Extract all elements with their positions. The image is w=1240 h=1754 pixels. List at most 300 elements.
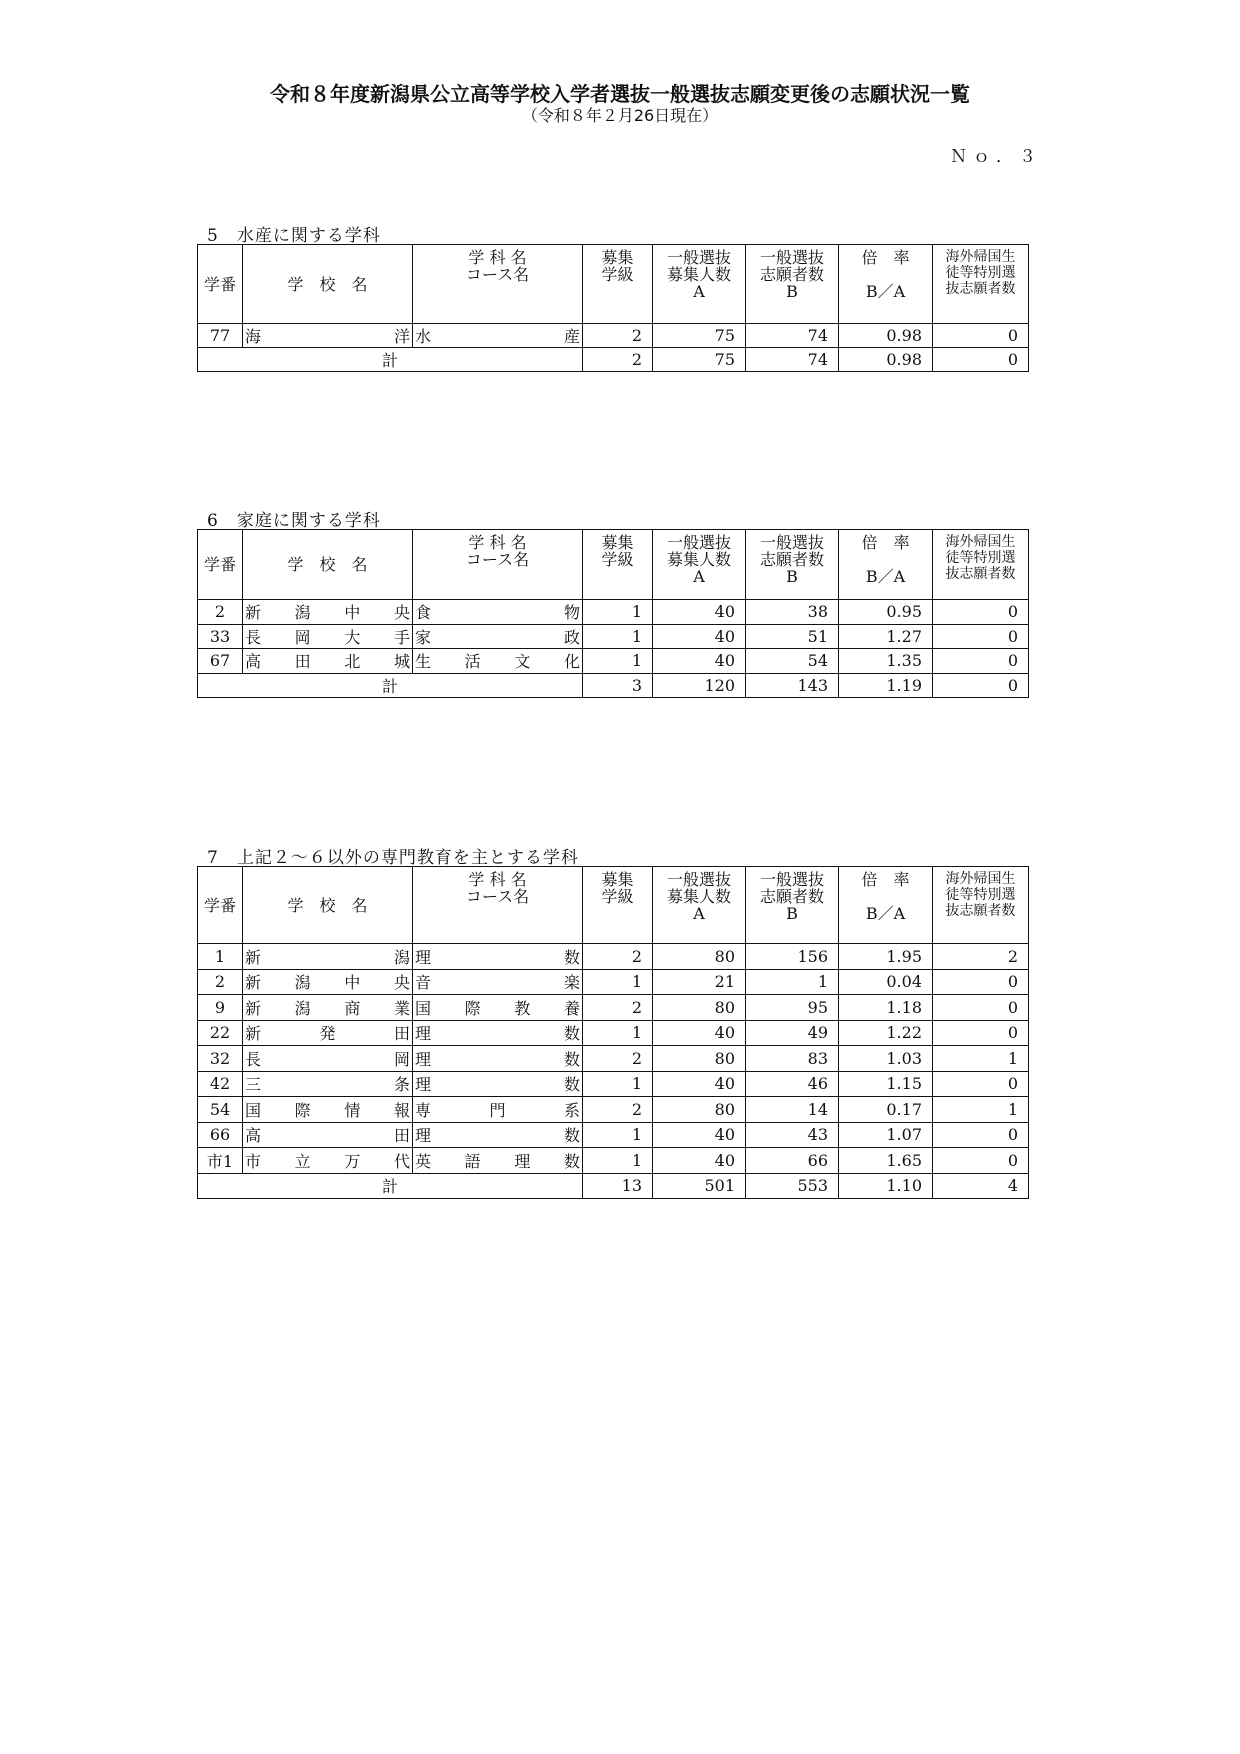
header-label: 学番 xyxy=(203,895,236,915)
header-label: 徒等特別選 xyxy=(945,887,1016,903)
header-school xyxy=(243,867,413,944)
total-capacity: 501 xyxy=(653,1173,746,1199)
header-returnee-applicants xyxy=(933,245,1029,324)
school-name xyxy=(243,1020,413,1046)
header-label: 海外帰国生 xyxy=(945,249,1016,265)
capacity-a: 80 xyxy=(653,944,746,970)
school-name-char: 岡 xyxy=(294,627,311,647)
document-date: （令和８年２月26日現在） xyxy=(521,106,719,125)
total-row xyxy=(198,348,1029,372)
header-label: 抜志願者数 xyxy=(945,281,1016,297)
department-name-char: 家 xyxy=(415,627,432,647)
classes-count: 1 xyxy=(583,1071,653,1097)
total-classes: 13 xyxy=(583,1173,653,1199)
header-label: 募集人数 xyxy=(666,887,731,906)
header-label: 募集 xyxy=(601,533,634,552)
school-name-char: 田 xyxy=(294,652,311,672)
header-spacer xyxy=(839,551,932,568)
school-name-char: 業 xyxy=(393,998,410,1018)
department-name-char: 数 xyxy=(563,1075,580,1095)
header-capacity-a xyxy=(653,867,746,944)
header-label: A xyxy=(693,282,705,301)
classes-count: 2 xyxy=(583,1046,653,1072)
section-title-other-specialized: 7 上記２～６以外の専門教育を主とする学科 xyxy=(207,848,579,868)
department-name-char: 数 xyxy=(563,1049,580,1069)
school-code: 67 xyxy=(198,649,243,674)
header-label: A xyxy=(693,904,705,923)
header-label: 抜志願者数 xyxy=(945,566,1016,582)
school-name xyxy=(243,1148,413,1174)
department-name xyxy=(413,1097,583,1123)
total-applicants: 553 xyxy=(746,1173,839,1199)
ratio-value: 1.35 xyxy=(839,649,933,674)
header-label: 倍 率 xyxy=(861,248,910,267)
department-name-char: 化 xyxy=(563,652,580,672)
table-row xyxy=(198,324,1029,348)
ratio-value: 1.15 xyxy=(839,1071,933,1097)
school-code: 市1 xyxy=(198,1148,243,1174)
school-code: 1 xyxy=(198,944,243,970)
spread-text xyxy=(245,600,410,623)
table-row xyxy=(198,1148,1029,1174)
header-label: B xyxy=(786,282,798,301)
total-applicants: 74 xyxy=(746,348,839,372)
classes-count: 1 xyxy=(583,1148,653,1174)
header-label: 募集人数 xyxy=(666,265,731,284)
spread-text xyxy=(415,1098,580,1121)
department-name-char: 英 xyxy=(415,1151,432,1171)
capacity-a: 40 xyxy=(653,1148,746,1174)
spread-text xyxy=(245,649,410,672)
header-label: コース名 xyxy=(465,887,530,906)
header-label: B xyxy=(786,567,798,586)
table-fisheries xyxy=(197,244,1029,372)
department-name-char: 系 xyxy=(563,1100,580,1120)
returnee-applicants: 0 xyxy=(933,1020,1029,1046)
total-ratio: 1.10 xyxy=(839,1173,933,1199)
returnee-applicants: 0 xyxy=(933,1122,1029,1148)
spread-text xyxy=(415,1047,580,1070)
classes-count: 1 xyxy=(583,969,653,995)
school-code: 66 xyxy=(198,1122,243,1148)
school-name xyxy=(243,944,413,970)
header-label: A xyxy=(693,567,705,586)
department-name-char: 数 xyxy=(563,1024,580,1044)
header-label: 徒等特別選 xyxy=(945,550,1016,566)
school-name-char: 潟 xyxy=(294,998,311,1018)
department-name xyxy=(413,969,583,995)
school-name-char: 海 xyxy=(245,327,262,346)
ratio-value: 1.03 xyxy=(839,1046,933,1072)
applicants-b: 38 xyxy=(746,600,839,625)
ratio-value: 0.04 xyxy=(839,969,933,995)
department-name-char: 政 xyxy=(563,627,580,647)
spread-text xyxy=(245,324,410,347)
spread-text xyxy=(415,1072,580,1095)
school-name-char: 長 xyxy=(245,1049,262,1069)
department-name-char: 理 xyxy=(415,1126,432,1146)
total-ratio: 0.98 xyxy=(839,348,933,372)
department-name xyxy=(413,324,583,348)
header-label: 志願者数 xyxy=(759,887,824,906)
returnee-applicants: 0 xyxy=(933,969,1029,995)
school-name-char: 長 xyxy=(245,627,262,647)
school-name-char: 潟 xyxy=(294,603,311,623)
school-name xyxy=(243,324,413,348)
department-name xyxy=(413,649,583,674)
table-row xyxy=(198,624,1029,649)
department-name xyxy=(413,1020,583,1046)
total-applicants: 143 xyxy=(746,673,839,698)
spread-text xyxy=(415,1149,580,1172)
school-name-char: 商 xyxy=(344,998,361,1018)
ratio-value: 0.95 xyxy=(839,600,933,625)
ratio-value: 0.17 xyxy=(839,1097,933,1123)
department-name xyxy=(413,600,583,625)
applicants-b: 51 xyxy=(746,624,839,649)
table-row xyxy=(198,1097,1029,1123)
department-name-char: 理 xyxy=(415,947,432,967)
table-row xyxy=(198,1071,1029,1097)
department-name-char: 理 xyxy=(415,1075,432,1095)
capacity-a: 40 xyxy=(653,624,746,649)
school-code: 54 xyxy=(198,1097,243,1123)
department-name-char: 養 xyxy=(563,998,580,1018)
school-name-char: 万 xyxy=(344,1151,361,1171)
section-title-home-economics: 6 家庭に関する学科 xyxy=(207,511,381,531)
school-name-char: 中 xyxy=(344,603,361,623)
spread-text xyxy=(415,970,580,993)
applicants-b: 14 xyxy=(746,1097,839,1123)
table-home-economics xyxy=(197,529,1029,698)
capacity-a: 80 xyxy=(653,1046,746,1072)
spread-text xyxy=(245,996,410,1019)
department-name-char: 活 xyxy=(464,652,481,672)
school-name-char: 城 xyxy=(393,652,410,672)
returnee-applicants: 0 xyxy=(933,600,1029,625)
department-name xyxy=(413,995,583,1021)
header-label: B／A xyxy=(865,904,906,923)
header-applicants-b xyxy=(746,867,839,944)
spread-text xyxy=(245,1149,410,1172)
header-label: B／A xyxy=(865,282,906,301)
applicants-b: 49 xyxy=(746,1020,839,1046)
total-classes: 3 xyxy=(583,673,653,698)
ratio-value: 1.07 xyxy=(839,1122,933,1148)
school-code: 2 xyxy=(198,969,243,995)
header-department xyxy=(413,530,583,600)
capacity-a: 80 xyxy=(653,995,746,1021)
applicants-b: 54 xyxy=(746,649,839,674)
header-spacer xyxy=(839,266,932,283)
school-name-char: 北 xyxy=(344,652,361,672)
header-returnee-applicants xyxy=(933,867,1029,944)
school-name-char: 立 xyxy=(294,1151,311,1171)
department-name-char: 教 xyxy=(514,998,531,1018)
header-label: 一般選抜 xyxy=(759,533,824,552)
page-number: Ｎｏ．３ xyxy=(950,147,1042,167)
classes-count: 2 xyxy=(583,1097,653,1123)
department-name xyxy=(413,1071,583,1097)
header-spacer xyxy=(839,888,932,905)
header-returnee-applicants xyxy=(933,530,1029,600)
total-row xyxy=(198,1173,1029,1199)
classes-count: 2 xyxy=(583,324,653,348)
header-ratio xyxy=(839,245,933,324)
header-label: 学 校 名 xyxy=(287,895,368,915)
school-name-char: 三 xyxy=(245,1075,262,1095)
school-name-char: 洋 xyxy=(393,327,410,346)
header-school xyxy=(243,530,413,600)
total-capacity: 120 xyxy=(653,673,746,698)
header-ratio xyxy=(839,530,933,600)
header-applicants-b xyxy=(746,245,839,324)
spread-text xyxy=(245,1047,410,1070)
header-code xyxy=(198,245,243,324)
header-ratio xyxy=(839,867,933,944)
spread-text xyxy=(245,1021,410,1044)
header-label: 一般選抜 xyxy=(666,533,731,552)
table-row xyxy=(198,1020,1029,1046)
spread-text xyxy=(415,945,580,968)
capacity-a: 80 xyxy=(653,1097,746,1123)
capacity-a: 21 xyxy=(653,969,746,995)
school-name xyxy=(243,1071,413,1097)
school-name-char: 潟 xyxy=(393,947,410,967)
total-row xyxy=(198,673,1029,698)
classes-count: 2 xyxy=(583,944,653,970)
table-other-specialized xyxy=(197,866,1029,1199)
school-name-char: 新 xyxy=(245,1024,262,1044)
department-name-char: 物 xyxy=(563,603,580,623)
department-name-char: 語 xyxy=(464,1151,481,1171)
header-department xyxy=(413,867,583,944)
table-row xyxy=(198,1122,1029,1148)
spread-text xyxy=(245,1098,410,1121)
department-name xyxy=(413,1122,583,1148)
returnee-applicants: 0 xyxy=(933,995,1029,1021)
department-name-char: 数 xyxy=(563,1126,580,1146)
ratio-value: 0.98 xyxy=(839,324,933,348)
school-name-char: 国 xyxy=(245,1100,262,1120)
department-name-char: 食 xyxy=(415,603,432,623)
classes-count: 1 xyxy=(583,649,653,674)
classes-count: 1 xyxy=(583,1020,653,1046)
header-label: 学番 xyxy=(203,555,236,574)
spread-text xyxy=(415,324,580,347)
department-name-char: 文 xyxy=(514,652,531,672)
header-label: 学 校 名 xyxy=(287,274,368,294)
school-name-char: 高 xyxy=(245,1126,262,1146)
school-name xyxy=(243,969,413,995)
header-label: コース名 xyxy=(465,550,530,569)
total-label: 計 xyxy=(198,1173,583,1199)
school-name-char: 新 xyxy=(245,973,262,993)
spread-text xyxy=(245,945,410,968)
school-name xyxy=(243,600,413,625)
capacity-a: 40 xyxy=(653,1071,746,1097)
total-returnee: 0 xyxy=(933,673,1029,698)
ratio-value: 1.65 xyxy=(839,1148,933,1174)
header-label: 志願者数 xyxy=(759,550,824,569)
header-label: 志願者数 xyxy=(759,265,824,284)
spread-text xyxy=(245,1123,410,1146)
capacity-a: 40 xyxy=(653,1020,746,1046)
header-code xyxy=(198,867,243,944)
header-label: 一般選抜 xyxy=(666,248,731,267)
section-title-fisheries: 5 水産に関する学科 xyxy=(207,226,381,246)
department-name xyxy=(413,1046,583,1072)
department-name-char: 専 xyxy=(415,1100,432,1120)
header-label: 学 科 名 xyxy=(468,248,527,267)
header-capacity-a xyxy=(653,245,746,324)
capacity-a: 40 xyxy=(653,649,746,674)
applicants-b: 156 xyxy=(746,944,839,970)
spread-text xyxy=(245,1072,410,1095)
school-name-char: 岡 xyxy=(393,1049,410,1069)
school-name xyxy=(243,649,413,674)
applicants-b: 46 xyxy=(746,1071,839,1097)
school-name-char: 代 xyxy=(393,1151,410,1171)
applicants-b: 95 xyxy=(746,995,839,1021)
school-name-char: 田 xyxy=(393,1024,410,1044)
school-name-char: 際 xyxy=(294,1100,311,1120)
total-classes: 2 xyxy=(583,348,653,372)
table-row xyxy=(198,995,1029,1021)
header-school xyxy=(243,245,413,324)
header-label: 一般選抜 xyxy=(666,870,731,889)
total-ratio: 1.19 xyxy=(839,673,933,698)
school-name-char: 報 xyxy=(393,1100,410,1120)
school-name xyxy=(243,1097,413,1123)
table-row xyxy=(198,1046,1029,1072)
school-name-char: 田 xyxy=(393,1126,410,1146)
classes-count: 1 xyxy=(583,624,653,649)
header-label: 抜志願者数 xyxy=(945,903,1016,919)
school-name-char: 発 xyxy=(319,1024,336,1044)
header-label: B xyxy=(786,904,798,923)
spread-text xyxy=(415,1021,580,1044)
returnee-applicants: 1 xyxy=(933,1046,1029,1072)
table-row xyxy=(198,969,1029,995)
department-name xyxy=(413,624,583,649)
school-code: 32 xyxy=(198,1046,243,1072)
spread-text xyxy=(415,1123,580,1146)
header-label: 倍 率 xyxy=(861,870,910,889)
returnee-applicants: 0 xyxy=(933,1148,1029,1174)
document-title: 令和８年度新潟県公立高等学校入学者選抜一般選抜志願変更後の志願状況一覧 xyxy=(270,82,970,106)
header-label: 海外帰国生 xyxy=(945,871,1016,887)
school-name-char: 条 xyxy=(393,1075,410,1095)
total-capacity: 75 xyxy=(653,348,746,372)
school-name-char: 市 xyxy=(245,1151,262,1171)
total-returnee: 0 xyxy=(933,348,1029,372)
school-code: 42 xyxy=(198,1071,243,1097)
header-label: 学級 xyxy=(601,550,634,569)
spread-text xyxy=(415,600,580,623)
school-code: 77 xyxy=(198,324,243,348)
header-row xyxy=(198,245,1029,324)
department-name-char: 生 xyxy=(415,652,432,672)
school-code: 22 xyxy=(198,1020,243,1046)
school-name-char: 新 xyxy=(245,947,262,967)
table-row xyxy=(198,649,1029,674)
department-name-char: 門 xyxy=(489,1100,506,1120)
ratio-value: 1.22 xyxy=(839,1020,933,1046)
returnee-applicants: 1 xyxy=(933,1097,1029,1123)
school-name xyxy=(243,995,413,1021)
school-code: 2 xyxy=(198,600,243,625)
spread-text xyxy=(245,970,410,993)
returnee-applicants: 0 xyxy=(933,324,1029,348)
school-name xyxy=(243,1122,413,1148)
header-label: 一般選抜 xyxy=(759,248,824,267)
returnee-applicants: 0 xyxy=(933,624,1029,649)
school-name-char: 中 xyxy=(344,973,361,993)
header-label: 学 校 名 xyxy=(287,555,368,574)
ratio-value: 1.18 xyxy=(839,995,933,1021)
header-label: 倍 率 xyxy=(861,533,910,552)
department-name-char: 数 xyxy=(563,1151,580,1171)
header-label: 徒等特別選 xyxy=(945,265,1016,281)
header-code xyxy=(198,530,243,600)
ratio-value: 1.95 xyxy=(839,944,933,970)
header-capacity-a xyxy=(653,530,746,600)
header-label: 学 科 名 xyxy=(468,870,527,889)
school-name xyxy=(243,1046,413,1072)
spread-text xyxy=(415,996,580,1019)
header-label: 学 科 名 xyxy=(468,533,527,552)
header-label: 募集 xyxy=(601,870,634,889)
total-returnee: 4 xyxy=(933,1173,1029,1199)
header-label: 募集人数 xyxy=(666,550,731,569)
department-name-char: 数 xyxy=(563,947,580,967)
school-name-char: 潟 xyxy=(294,973,311,993)
school-name-char: 情 xyxy=(344,1100,361,1120)
department-name-char: 理 xyxy=(415,1049,432,1069)
total-label: 計 xyxy=(198,348,583,372)
header-label: 海外帰国生 xyxy=(945,534,1016,550)
department-name-char: 楽 xyxy=(563,973,580,993)
table-row xyxy=(198,600,1029,625)
classes-count: 1 xyxy=(583,600,653,625)
header-label: 学級 xyxy=(601,887,634,906)
school-code: 9 xyxy=(198,995,243,1021)
department-name-char: 音 xyxy=(415,973,432,993)
applicants-b: 43 xyxy=(746,1122,839,1148)
capacity-a: 40 xyxy=(653,1122,746,1148)
applicants-b: 83 xyxy=(746,1046,839,1072)
department-name xyxy=(413,944,583,970)
department-name-char: 水 xyxy=(415,327,432,346)
total-label: 計 xyxy=(198,673,583,698)
school-name-char: 手 xyxy=(393,627,410,647)
header-classes xyxy=(583,245,653,324)
department-name-char: 理 xyxy=(415,1024,432,1044)
department-name xyxy=(413,1148,583,1174)
spread-text xyxy=(415,649,580,672)
header-row xyxy=(198,867,1029,944)
spread-text xyxy=(415,625,580,648)
school-code: 33 xyxy=(198,624,243,649)
capacity-a: 40 xyxy=(653,600,746,625)
capacity-a: 75 xyxy=(653,324,746,348)
returnee-applicants: 0 xyxy=(933,649,1029,674)
header-label: B／A xyxy=(865,567,906,586)
ratio-value: 1.27 xyxy=(839,624,933,649)
header-label: コース名 xyxy=(465,265,530,284)
school-name-char: 大 xyxy=(344,627,361,647)
